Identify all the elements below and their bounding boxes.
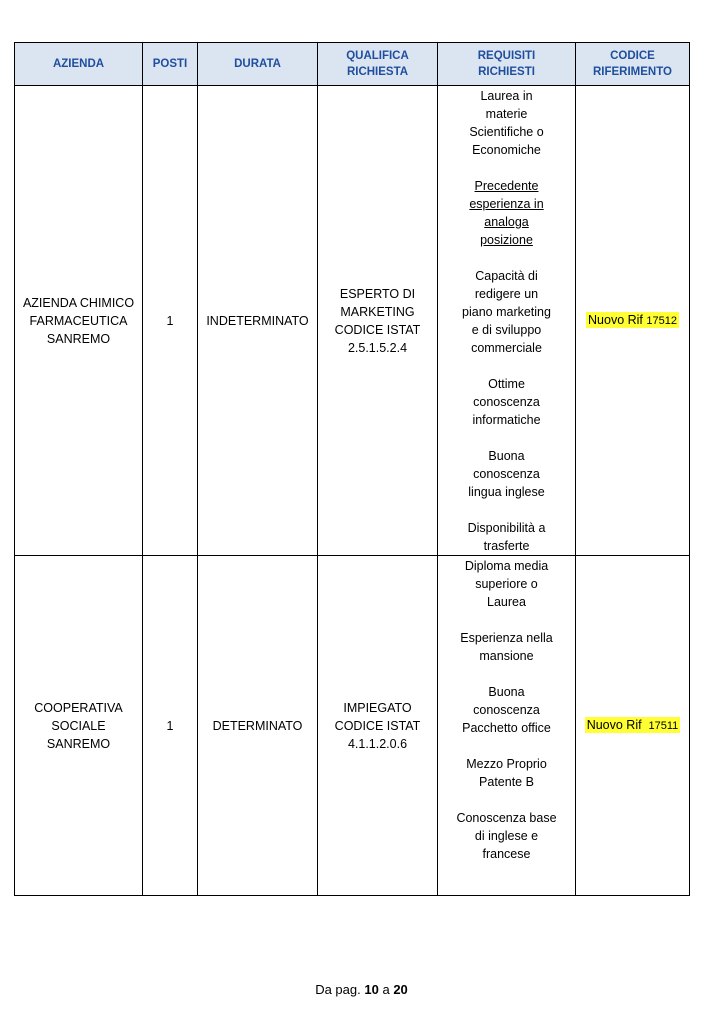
requisito-line: piano marketing <box>462 305 551 319</box>
requisito-line: Laurea <box>487 595 526 609</box>
header-requisiti-line: REQUISITI <box>477 50 536 62</box>
requisito-line: Capacità di <box>475 269 538 283</box>
requisito-item <box>438 809 575 863</box>
header-posti: POSTI <box>143 43 198 86</box>
requisito-item <box>438 447 575 501</box>
header-requisiti-line: RICHIESTI <box>478 66 535 78</box>
qualifica-line: CODICE ISTAT <box>334 322 421 337</box>
requisito-line: trasferte <box>483 539 530 553</box>
qualifica-line: IMPIEGATO <box>343 700 412 715</box>
footer-total-pages: 20 <box>393 982 408 997</box>
azienda-line: SANREMO <box>46 736 111 751</box>
requisito-line: Conoscenza base <box>456 811 557 825</box>
requisito-line: Scientifiche o <box>469 125 544 139</box>
requisito-line: Economiche <box>472 143 541 157</box>
job-table-container <box>14 42 690 896</box>
table-row <box>15 556 690 896</box>
azienda-line: FARMACEUTICA <box>29 313 128 328</box>
header-codice-line: RIFERIMENTO <box>592 66 672 78</box>
requisiti-cell <box>438 86 576 556</box>
requisito-item <box>438 375 575 429</box>
requisito-line: conoscenza <box>473 395 540 409</box>
qualifica-line: MARKETING <box>340 304 415 319</box>
header-requisiti <box>438 43 576 86</box>
codice-cell <box>576 86 690 556</box>
requisito-line: Ottime <box>488 377 525 391</box>
codice-label: Nuovo Rif <box>588 313 643 327</box>
requisito-line: Disponibilità a <box>467 521 546 535</box>
requisito-line: informatiche <box>472 413 541 427</box>
header-azienda: AZIENDA <box>15 43 143 86</box>
requisito-line: conoscenza <box>473 467 540 481</box>
codice-highlight <box>585 717 681 733</box>
qualifica-line: CODICE ISTAT <box>334 718 421 733</box>
qualifica-cell <box>318 86 438 556</box>
requisito-line: francese <box>482 847 531 861</box>
requisito-line: posizione <box>480 233 533 247</box>
footer-prefix: Da pag. <box>315 982 361 997</box>
requisito-item <box>438 683 575 737</box>
header-qualifica <box>318 43 438 86</box>
footer-page-number: 10 <box>364 982 379 997</box>
requisito-line: Mezzo Proprio <box>466 757 547 771</box>
codice-highlight <box>586 312 679 328</box>
header-codice <box>576 43 690 86</box>
azienda-line: AZIENDA CHIMICO <box>22 295 135 310</box>
requisito-item <box>438 177 575 249</box>
codice-cell <box>576 556 690 896</box>
requisito-item <box>438 629 575 665</box>
azienda-line: SOCIALE <box>51 718 106 733</box>
azienda-cell <box>15 556 143 896</box>
requisito-line: Pacchetto office <box>462 721 551 735</box>
requisito-line: Buona <box>488 685 525 699</box>
header-codice-line: CODICE <box>610 50 655 62</box>
requisito-line: Esperienza nella <box>460 631 553 645</box>
requisito-line: lingua inglese <box>468 485 545 499</box>
requisito-line: Laurea in <box>480 89 533 103</box>
requisito-item <box>438 557 575 611</box>
header-qualifica-line: RICHIESTA <box>346 66 409 78</box>
codice-number: 17511 <box>648 720 679 732</box>
qualifica-line: ESPERTO DI <box>339 286 416 301</box>
requisito-line: Precedente <box>474 179 539 193</box>
requisito-line: analoga <box>484 215 529 229</box>
azienda-line: SANREMO <box>46 331 111 346</box>
requisito-line: Buona <box>488 449 525 463</box>
requisito-line: e di sviluppo <box>471 323 542 337</box>
durata-cell: INDETERMINATO <box>198 86 318 556</box>
requisito-line: mansione <box>479 649 534 663</box>
requisito-line: superiore o <box>475 577 538 591</box>
qualifica-cell <box>318 556 438 896</box>
requisito-line: esperienza in <box>469 197 544 211</box>
codice-number: 17512 <box>646 315 677 327</box>
requisito-line: di inglese e <box>474 829 539 843</box>
requisito-item <box>438 519 575 555</box>
table-header-row <box>15 43 690 86</box>
requisito-line: materie <box>485 107 528 121</box>
requisito-item <box>438 267 575 357</box>
footer-sep: a <box>382 982 390 997</box>
requisito-item <box>438 755 575 791</box>
page-footer <box>0 982 723 997</box>
posti-cell: 1 <box>143 86 198 556</box>
requisito-line: Diploma media <box>464 559 549 573</box>
posti-cell: 1 <box>143 556 198 896</box>
requisito-line: commerciale <box>471 341 542 355</box>
qualifica-line: 2.5.1.5.2.4 <box>347 340 408 355</box>
header-qualifica-line: QUALIFICA <box>346 50 409 62</box>
requisito-item <box>438 87 575 159</box>
requisito-line: redigere un <box>474 287 539 301</box>
azienda-line: COOPERATIVA <box>34 700 123 715</box>
codice-label: Nuovo Rif <box>586 718 642 732</box>
requisito-line: Patente B <box>479 775 534 789</box>
job-offers-table <box>14 42 690 896</box>
durata-cell: DETERMINATO <box>198 556 318 896</box>
azienda-cell <box>15 86 143 556</box>
requisiti-cell <box>438 556 576 896</box>
requisito-line: conoscenza <box>473 703 540 717</box>
table-row <box>15 86 690 556</box>
header-durata: DURATA <box>198 43 318 86</box>
qualifica-line: 4.1.1.2.0.6 <box>347 736 408 751</box>
